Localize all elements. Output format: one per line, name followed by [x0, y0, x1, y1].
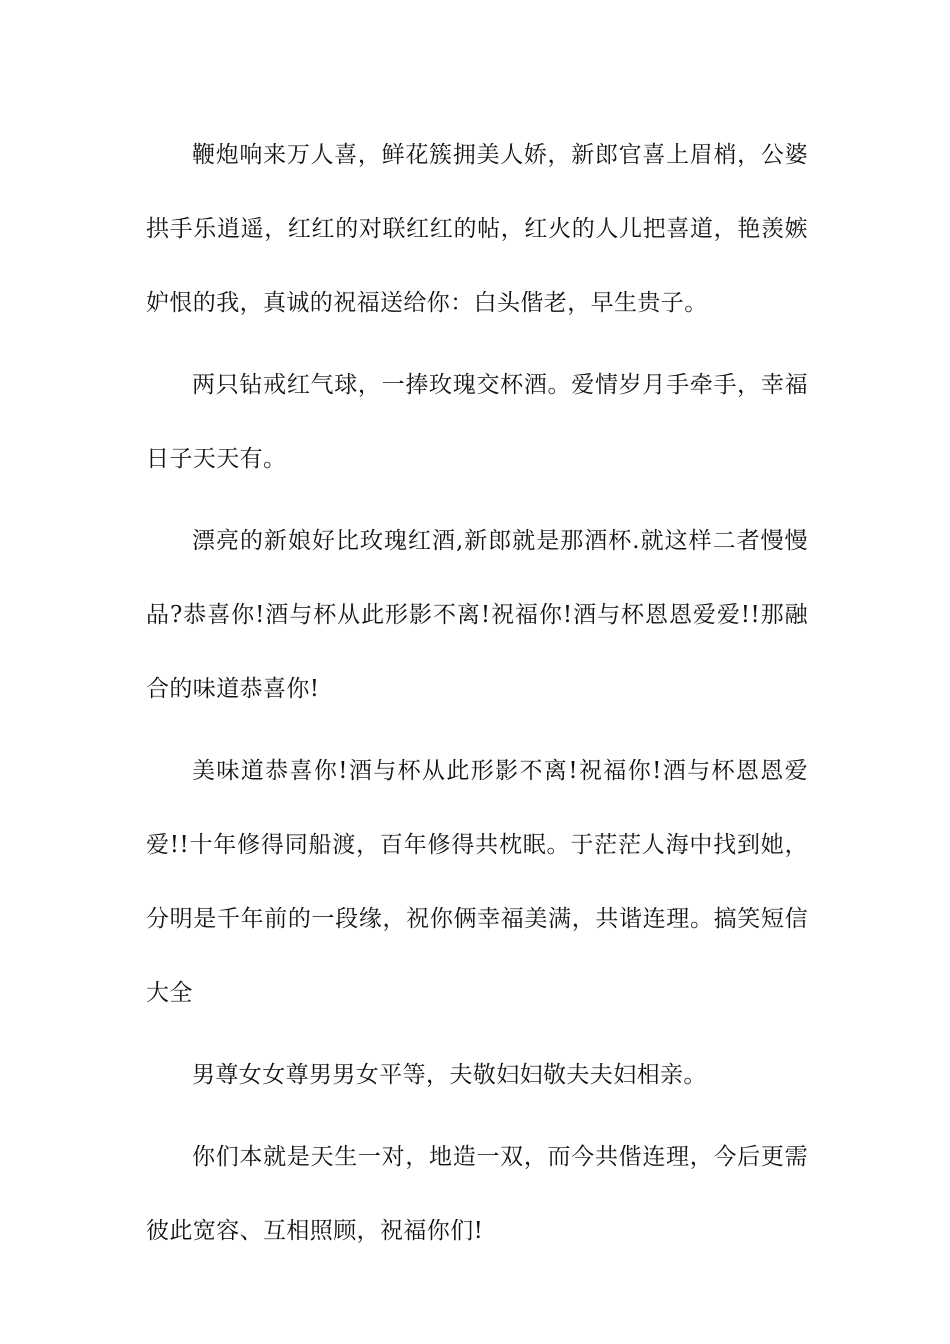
paragraph-3: 漂亮的新娘好比玫瑰红酒,新郎就是那酒杯.就这样二者慢慢品?恭喜你!酒与杯从此形影不离!祝福你!酒与杯恩恩爱爱!!那融合的味道恭喜你! — [146, 528, 808, 702]
paragraph-5: 男尊女女尊男男女平等，夫敬妇妇敬夫夫妇相亲。 — [192, 1062, 707, 1088]
paragraph-1: 鞭炮响来万人喜，鲜花簇拥美人娇，新郎官喜上眉梢，公婆拱手乐逍遥，红红的对联红红的帖，红火的人儿把喜道，艳羡嫉妒恨的我，真诚的祝福送给你：白头偕老，早生贵子。 — [146, 142, 808, 316]
paragraph-4: 美味道恭喜你!酒与杯从此形影不离!祝福你!酒与杯恩恩爱爱!!十年修得同船渡，百年修得共枕眠。于茫茫人海中找到她，分明是千年前的一段缘，祝你俩幸福美满，共谐连理。搞笑短信大全 — [146, 758, 808, 1006]
paragraph-2: 两只钻戒红气球，一捧玫瑰交杯酒。爱情岁月手牵手，幸福日子天天有。 — [146, 372, 808, 472]
paragraph-6: 你们本就是天生一对，地造一双，而今共偕连理，今后更需彼此宽容、互相照顾，祝福你们! — [146, 1144, 808, 1244]
document-body — [146, 118, 808, 1276]
